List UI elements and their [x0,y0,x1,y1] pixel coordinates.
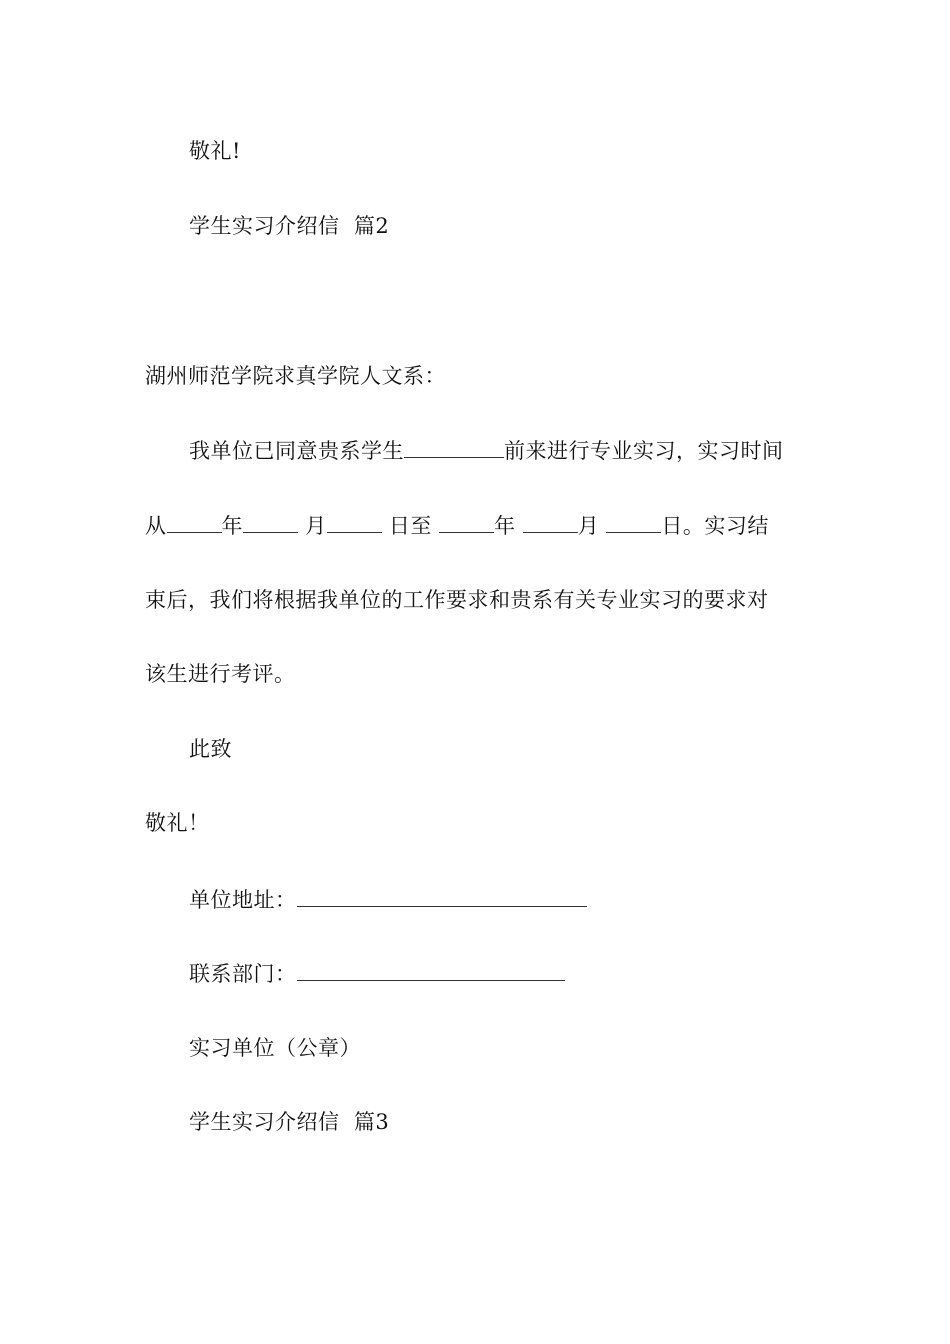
address-label: 单位地址： [189,888,297,912]
body-line-2-end: 日。实习结 [661,514,769,538]
heading-part-2: 学生实习介绍信 篇2 [189,214,390,238]
address-line [189,884,587,915]
body-line-1 [189,435,784,466]
day-to-label: 日至 [381,514,440,538]
department-label: 联系部门： [189,962,297,986]
department-line [189,958,565,989]
from-label: 从 [145,514,167,538]
heading-part-3: 学生实习介绍信 篇3 [189,1110,390,1134]
closing-top: 敬礼! [189,139,241,163]
end-month-blank[interactable] [523,510,578,533]
address-blank[interactable] [297,884,587,907]
month-label-1: 月 [298,514,327,538]
body-line-1-a: 我单位已同意贵系学生 [189,439,404,463]
body-line-1-b: 前来进行专业实习，实习时间 [504,439,784,463]
month-label-2: 月 [577,514,607,538]
closing: 敬礼！ [145,811,210,835]
start-month-blank[interactable] [243,510,298,533]
year-label-1: 年 [221,514,243,538]
student-name-blank[interactable] [404,435,504,458]
start-day-blank[interactable] [327,510,382,533]
body-line-3: 束后，我们将根据我单位的工作要求和贵系有关专业实习的要求对 [145,588,769,612]
end-year-blank[interactable] [439,510,494,533]
recipient-line: 湖州师范学院求真学院人文系： [145,364,446,388]
department-blank[interactable] [297,958,565,981]
year-label-2: 年 [494,514,523,538]
start-year-blank[interactable] [167,510,222,533]
salutation: 此致 [189,737,232,761]
body-line-4: 该生进行考评。 [145,662,296,686]
seal-line: 实习单位（公章） [189,1036,361,1060]
end-day-blank[interactable] [606,510,661,533]
body-line-2 [145,510,769,541]
